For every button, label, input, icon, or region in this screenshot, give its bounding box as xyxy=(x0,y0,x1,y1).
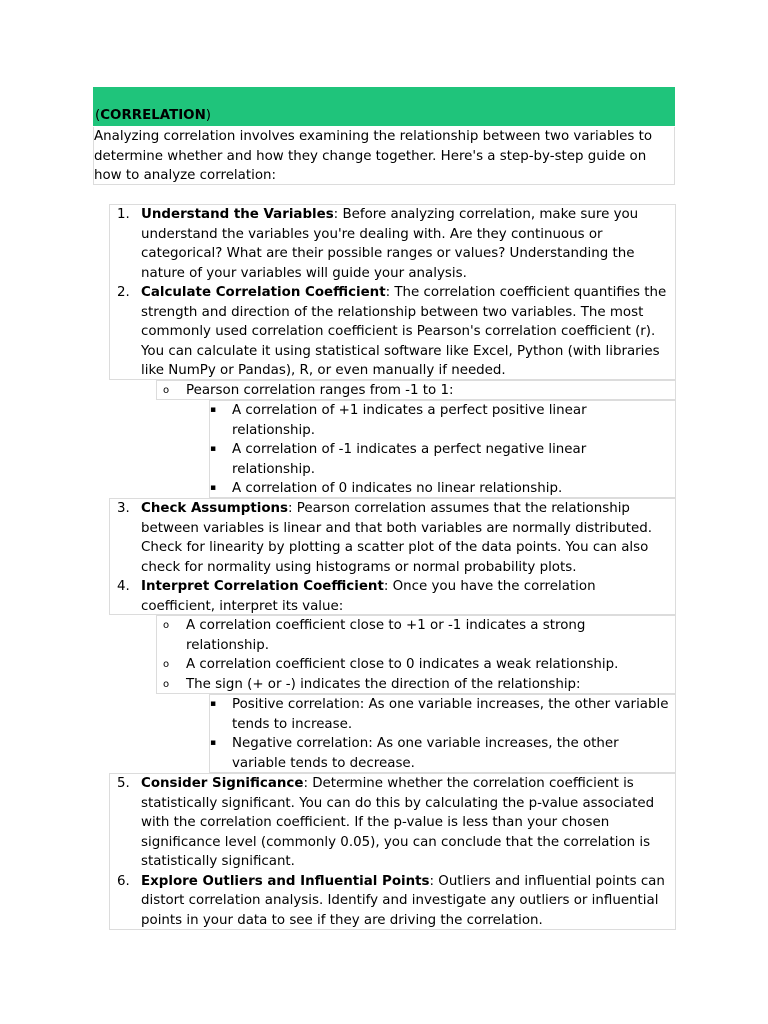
list-item: ▪ A correlation of -1 indicates a perfect negative linear relationship. xyxy=(210,442,587,477)
list-item: ▪ A correlation of 0 indicates no linear relationship. xyxy=(210,481,563,496)
pearson-range-list xyxy=(209,400,676,498)
list-item: o A correlation coefficient close to 0 indicates a weak relationship. xyxy=(163,657,619,672)
list-item: o The sign (+ or -) indicates the direction of the relationship: xyxy=(163,676,581,692)
list-item: 3. Check Assumptions: Pearson correlation assumes that the relationship between variables is linear and that both variables are normally distributed. Check for linearity by plotting a scatter plot of the data points. You can also check for normality using histograms or normal probability plots. xyxy=(117,501,652,575)
list-item: ▪ A correlation of +1 indicates a perfect positive linear relationship. xyxy=(210,403,587,438)
steps-list-3 xyxy=(109,773,676,930)
intro-paragraph xyxy=(93,127,675,185)
list-item: 4. Interpret Correlation Coefficient: Once you have the correlation coefficient, interpret its value: xyxy=(117,579,596,614)
list-item: ▪ Negative correlation: As one variable increases, the other variable tends to decrease. xyxy=(210,736,619,771)
sign-list xyxy=(209,694,676,773)
steps-list-2 xyxy=(109,498,676,615)
pearson-range-item: o Pearson correlation ranges from -1 to 1: xyxy=(156,380,676,400)
intro-text: Analyzing correlation involves examining the relationship between two variables to determine whether and how they change together. Here's a step-by-step guide on how to analyze correlation: xyxy=(94,129,653,183)
section-header-bar xyxy=(93,87,675,126)
list-item: 5. Consider Significance: Determine whether the correlation coefficient is statistically significant. You can do this by calculating the p-value associated with the correlation coefficient. If the p-value is less than your chosen significance level (commonly 0.05), you can conclude that the correlation is statistically significant. xyxy=(117,776,655,869)
list-item: 6. Explore Outliers and Influential Points: Outliers and influential points can distort correlation analysis. Identify and investigate any outliers or influential points in your data to see if they are driving the correlation. xyxy=(117,873,665,928)
list-item: 1. Understand the Variables: Before analyzing correlation, make sure you understand the variables you're dealing with. Are they continuous or categorical? What are their possible ranges or values? Understanding the nature of your variables will guide your analysis. xyxy=(117,207,639,281)
section-title: (CORRELATION) xyxy=(95,108,212,123)
interpret-list xyxy=(156,615,676,694)
steps-list-1 xyxy=(109,204,676,380)
list-item: ▪ Positive correlation: As one variable increases, the other variable tends to increase. xyxy=(210,697,669,732)
list-item: 2. Calculate Correlation Coefficient: The correlation coefficient quantifies the strength and direction of the relationship between two variables. The most commonly used correlation coefficient is Pearson's correlation coefficient (r). You can calculate it using statistical software like Excel, Python (with libraries like NumPy or Pandas), R, or even manually if needed. xyxy=(117,285,667,378)
list-item: o A correlation coefficient close to +1 or -1 indicates a strong relationship. xyxy=(163,618,586,653)
